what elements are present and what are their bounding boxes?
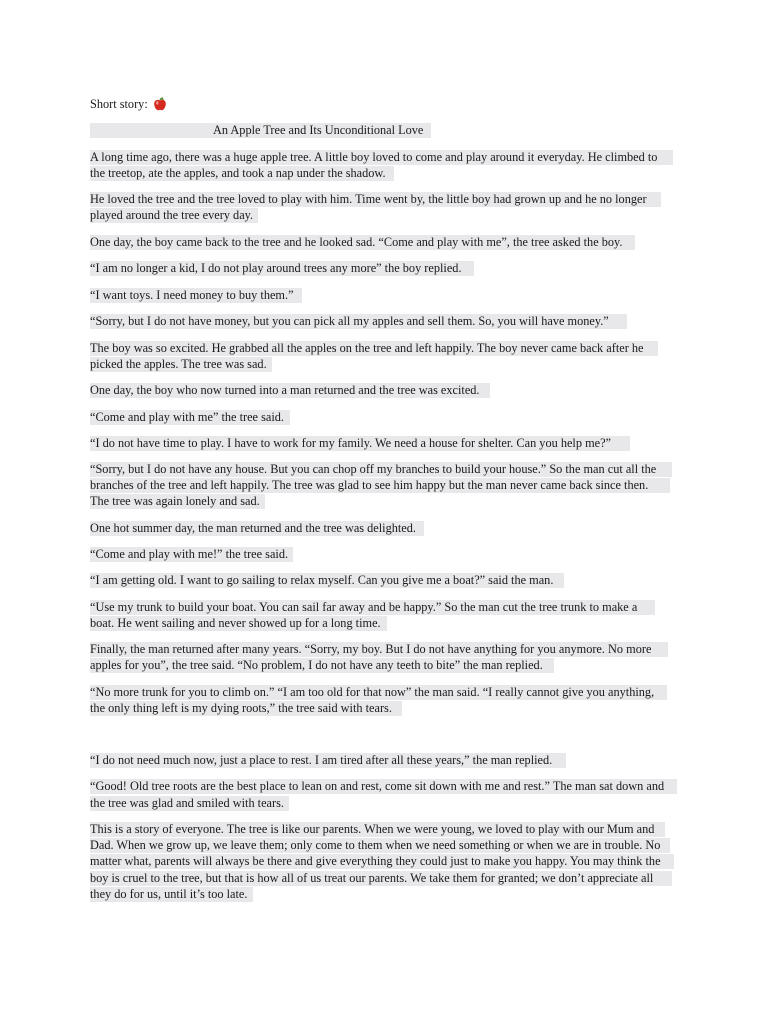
story-line: “Good! Old tree roots are the best place to lean on and rest, come sit down with me and rest.” The man sat down and (90, 779, 677, 794)
story-line: This is a story of everyone. The tree is like our parents. When we were young, we loved to play with our Mum and (90, 822, 665, 837)
story-line: apples for you”, the tree said. “No problem, I do not have any teeth to bite” the man replied. (90, 658, 554, 673)
story-line: “Come and play with me!” the tree said. (90, 547, 293, 562)
story-line: The boy was so excited. He grabbed all the apples on the tree and left happily. The boy never came back after he (90, 341, 658, 356)
story-line: the tree was glad and smiled with tears. (90, 796, 289, 811)
story-line: the only thing left is my dying roots,” the tree said with tears. (90, 701, 402, 716)
story-line: One day, the boy came back to the tree and he looked sad. “Come and play with me”, the tree asked the boy. (90, 235, 635, 250)
story-line: “Use my trunk to build your boat. You can sail far away and be happy.” So the man cut the tree trunk to make a (90, 600, 655, 615)
story-line: “Sorry, but I do not have money, but you can pick all my apples and sell them. So, you will have money.” (90, 314, 627, 329)
story-line: The tree was again lonely and sad. (90, 494, 265, 509)
story-line: “Come and play with me” the tree said. (90, 410, 290, 425)
intro-label: Short story: (90, 97, 148, 111)
story-line: “I am no longer a kid, I do not play around trees any more” the boy replied. (90, 261, 474, 276)
apple-icon (153, 97, 167, 111)
story-line: “Sorry, but I do not have any house. But you can chop off my branches to build your house.” So the man cut all the (90, 462, 672, 477)
story-line: “No more trunk for you to climb on.” “I am too old for that now” the man said. “I really cannot give you anything, (90, 685, 667, 700)
story-line: boy is cruel to the tree, but that is how all of us treat our parents. We take them for granted; we don’t appreciate all (90, 871, 672, 886)
story-line: One day, the boy who now turned into a man returned and the tree was excited. (90, 383, 490, 398)
story-title: An Apple Tree and Its Unconditional Love (213, 123, 424, 137)
story-line: boat. He went sailing and never showed up for a long time. (90, 616, 387, 631)
story-line: picked the apples. The tree was sad. (90, 357, 272, 372)
story-line: the treetop, ate the apples, and took a nap under the shadow. (90, 166, 394, 181)
story-line: played around the tree every day. (90, 208, 258, 223)
story-line: they do for us, until it’s too late. (90, 887, 253, 902)
story-line: Finally, the man returned after many years. “Sorry, my boy. But I do not have anything for you anymore. No more (90, 642, 668, 657)
intro-line (90, 96, 167, 112)
story-line: A long time ago, there was a huge apple tree. A little boy loved to come and play around it everyday. He climbed to (90, 150, 673, 165)
story-line: branches of the tree and left happily. The tree was glad to see him happy but the man never came back since then. (90, 478, 670, 493)
story-line: “I do not have time to play. I have to work for my family. We need a house for shelter. Can you help me?” (90, 436, 630, 451)
story-line: “I am getting old. I want to go sailing to relax myself. Can you give me a boat?” said the man. (90, 573, 564, 588)
story-line: matter what, parents will always be there and give everything they could just to make you happy. You may think the (90, 854, 674, 869)
story-line: “I do not need much now, just a place to rest. I am tired after all these years,” the man replied. (90, 753, 566, 768)
story-line: One hot summer day, the man returned and the tree was delighted. (90, 521, 424, 536)
story-line: He loved the tree and the tree loved to play with him. Time went by, the little boy had grown up and he no longer (90, 192, 661, 207)
story-line: Dad. When we grow up, we leave them; only come to them when we need something or when we are in trouble. No (90, 838, 670, 853)
story-title-bar (90, 123, 431, 138)
story-line: “I want toys. I need money to buy them.” (90, 288, 302, 303)
